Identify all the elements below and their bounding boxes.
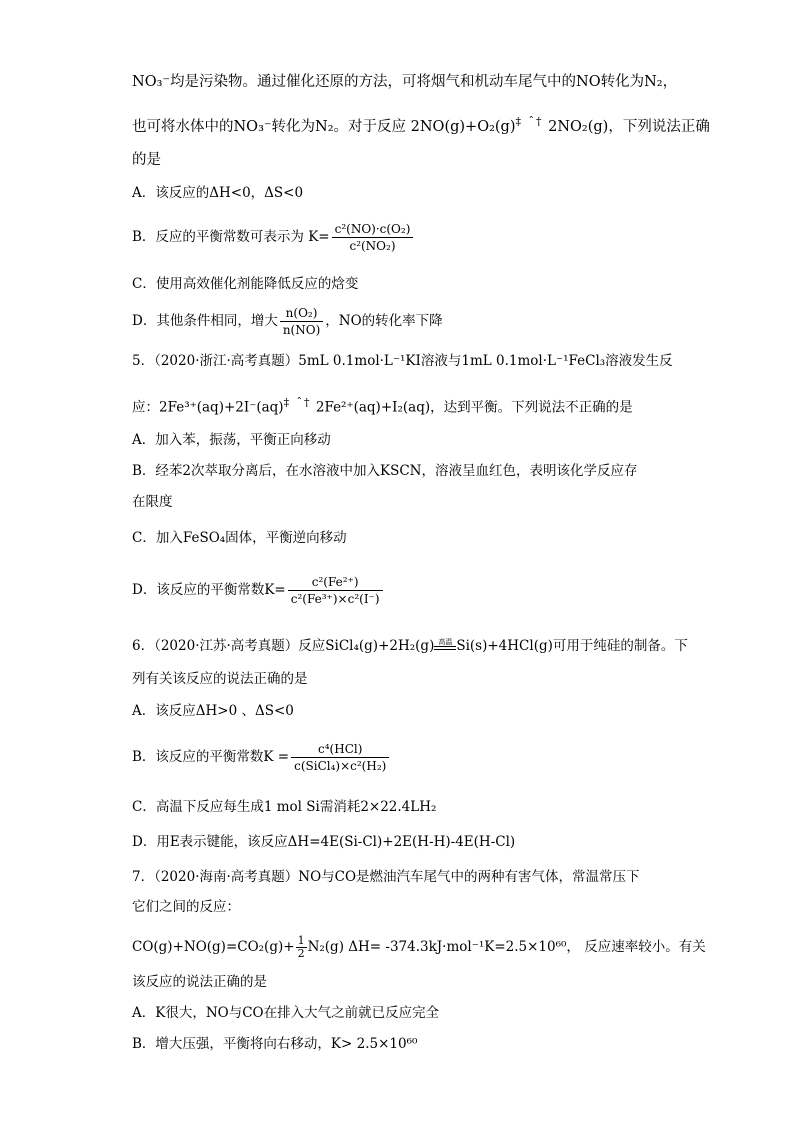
q5-option-a: A．加入苯，振荡，平衡正向移动 bbox=[132, 432, 331, 448]
q4-option-d-fraction bbox=[280, 306, 323, 337]
q4-stem-line-3: 的是 bbox=[132, 152, 161, 168]
q6-reaction-left: 6．（2020·江苏·高考真题）反应SiCl₄(g)+2H₂(g) bbox=[132, 638, 435, 654]
one-half-fraction bbox=[296, 935, 307, 960]
equilibrium-arrow-icon: ‡ ˆ† bbox=[515, 115, 544, 128]
q7-stem-line-3 bbox=[132, 935, 706, 960]
fraction-numerator: n(O₂) bbox=[280, 306, 323, 322]
q7-stem-line-4: 该反应的说法正确的是 bbox=[132, 974, 267, 990]
q4-stem-line-2 bbox=[132, 112, 710, 137]
q6-option-d: D．用E表示键能，该反应ΔH=4E(Si-Cl)+2E(H-H)-4E(H-Cl) bbox=[132, 834, 516, 850]
q5-option-d bbox=[132, 575, 385, 606]
q4-option-a: A．该反应的ΔH<0，ΔS<0 bbox=[132, 185, 304, 201]
q4-option-d bbox=[132, 306, 443, 337]
q6-option-a: A．该反应ΔH>0 、ΔS<0 bbox=[132, 703, 294, 719]
q4-option-d-suffix: ，NO的转化率下降 bbox=[325, 313, 443, 329]
q5-reaction-left: 应：2Fe³⁺(aq)+2I⁻(aq) bbox=[132, 399, 284, 416]
fraction-numerator: c⁴(HCl) bbox=[291, 742, 389, 758]
fraction-numerator: c²(Fe²⁺) bbox=[288, 575, 383, 591]
fraction-denominator: c²(NO₂) bbox=[349, 239, 396, 253]
q5-option-b-line-2: 在限度 bbox=[132, 494, 173, 510]
q5-option-c: C．加入FeSO₄固体，平衡逆向移动 bbox=[132, 530, 347, 546]
q5-stem-line-2 bbox=[132, 393, 633, 418]
q7-reaction-right: N₂(g) ΔH= -374.3kJ·mol⁻¹K=2.5×10⁶⁰， 反应速率较小。有关 bbox=[307, 939, 706, 955]
fraction-numerator: c²(NO)·c(O₂) bbox=[332, 222, 414, 238]
q4-stem-line-1: NO₃⁻均是污染物。通过催化还原的方法，可将烟气和机动车尾气中的NO转化为N₂， bbox=[132, 74, 678, 90]
q7-option-b: B．增大压强，平衡将向右移动，K> 2.5×10⁶⁰ bbox=[132, 1036, 418, 1052]
q5-reaction-right: 2Fe²⁺(aq)+I₂(aq)，达到平衡。下列说法不正确的是 bbox=[311, 399, 633, 416]
q6-reaction-right: Si(s)+4HCl(g)可用于纯硅的制备。下 bbox=[456, 638, 688, 654]
q6-stem-line-1 bbox=[132, 636, 688, 656]
fraction-numerator: 1 bbox=[297, 934, 305, 947]
q7-option-a: A．K很大，NO与CO在排入大气之前就已反应完全 bbox=[132, 1005, 440, 1021]
q7-reaction-left: CO(g)+NO(g)=CO₂(g)+ bbox=[132, 939, 295, 955]
q4-option-c: C．使用高效催化剂能降低反应的焓变 bbox=[132, 276, 359, 292]
reaction-condition: 高温 bbox=[438, 638, 453, 646]
high-temperature-arrow-icon bbox=[434, 640, 456, 650]
q5-stem-line-1: 5．（2020·浙江·高考真题）5mL 0.1mol·L⁻¹KI溶液与1mL 0.1mol·L⁻¹FeCl₃溶液发生反 bbox=[132, 353, 673, 369]
q5-option-d-fraction bbox=[288, 575, 383, 606]
q7-stem-line-1: 7．（2020·海南·高考真题）NO与CO是燃油汽车尾气中的两种有害气体，常温常压下 bbox=[132, 869, 640, 885]
q4-option-d-text: D．其他条件相同，增大 bbox=[132, 313, 278, 329]
q6-stem-line-2: 列有关该反应的说法正确的是 bbox=[132, 671, 308, 687]
fraction-denominator: 2 bbox=[297, 947, 305, 960]
q4-reaction-right: 2NO₂(g)，下列说法正确 bbox=[543, 118, 710, 135]
q4-reaction-left: 也可将水体中的NO₃⁻转化为N₂。对于反应 2NO(g)+O₂(g) bbox=[132, 118, 516, 135]
q6-option-b-fraction bbox=[291, 742, 389, 773]
q6-option-b-text: B．该反应的平衡常数K = bbox=[132, 749, 290, 765]
q6-option-b bbox=[132, 742, 391, 773]
q6-option-c: C．高温下反应每生成1 mol Si需消耗2×22.4LH₂ bbox=[132, 799, 437, 815]
q4-option-b-text: B．反应的平衡常数可表示为 K= bbox=[132, 229, 330, 245]
fraction-denominator: c(SiCl₄)×c²(H₂) bbox=[294, 759, 387, 773]
equilibrium-arrow-icon: ‡ ˆ† bbox=[283, 396, 312, 409]
q4-option-b bbox=[132, 222, 415, 253]
fraction-denominator: n(NO) bbox=[282, 323, 321, 337]
q7-stem-line-2: 它们之间的反应： bbox=[132, 899, 240, 915]
q4-option-b-fraction bbox=[332, 222, 414, 253]
fraction-denominator: c²(Fe³⁺)×c²(I⁻) bbox=[290, 592, 380, 606]
q5-option-d-text: D．该反应的平衡常数K= bbox=[132, 582, 286, 598]
q5-option-b-line-1: B．经苯2次萃取分离后，在水溶液中加入KSCN，溶液呈血红色，表明该化学反应存 bbox=[132, 463, 638, 479]
